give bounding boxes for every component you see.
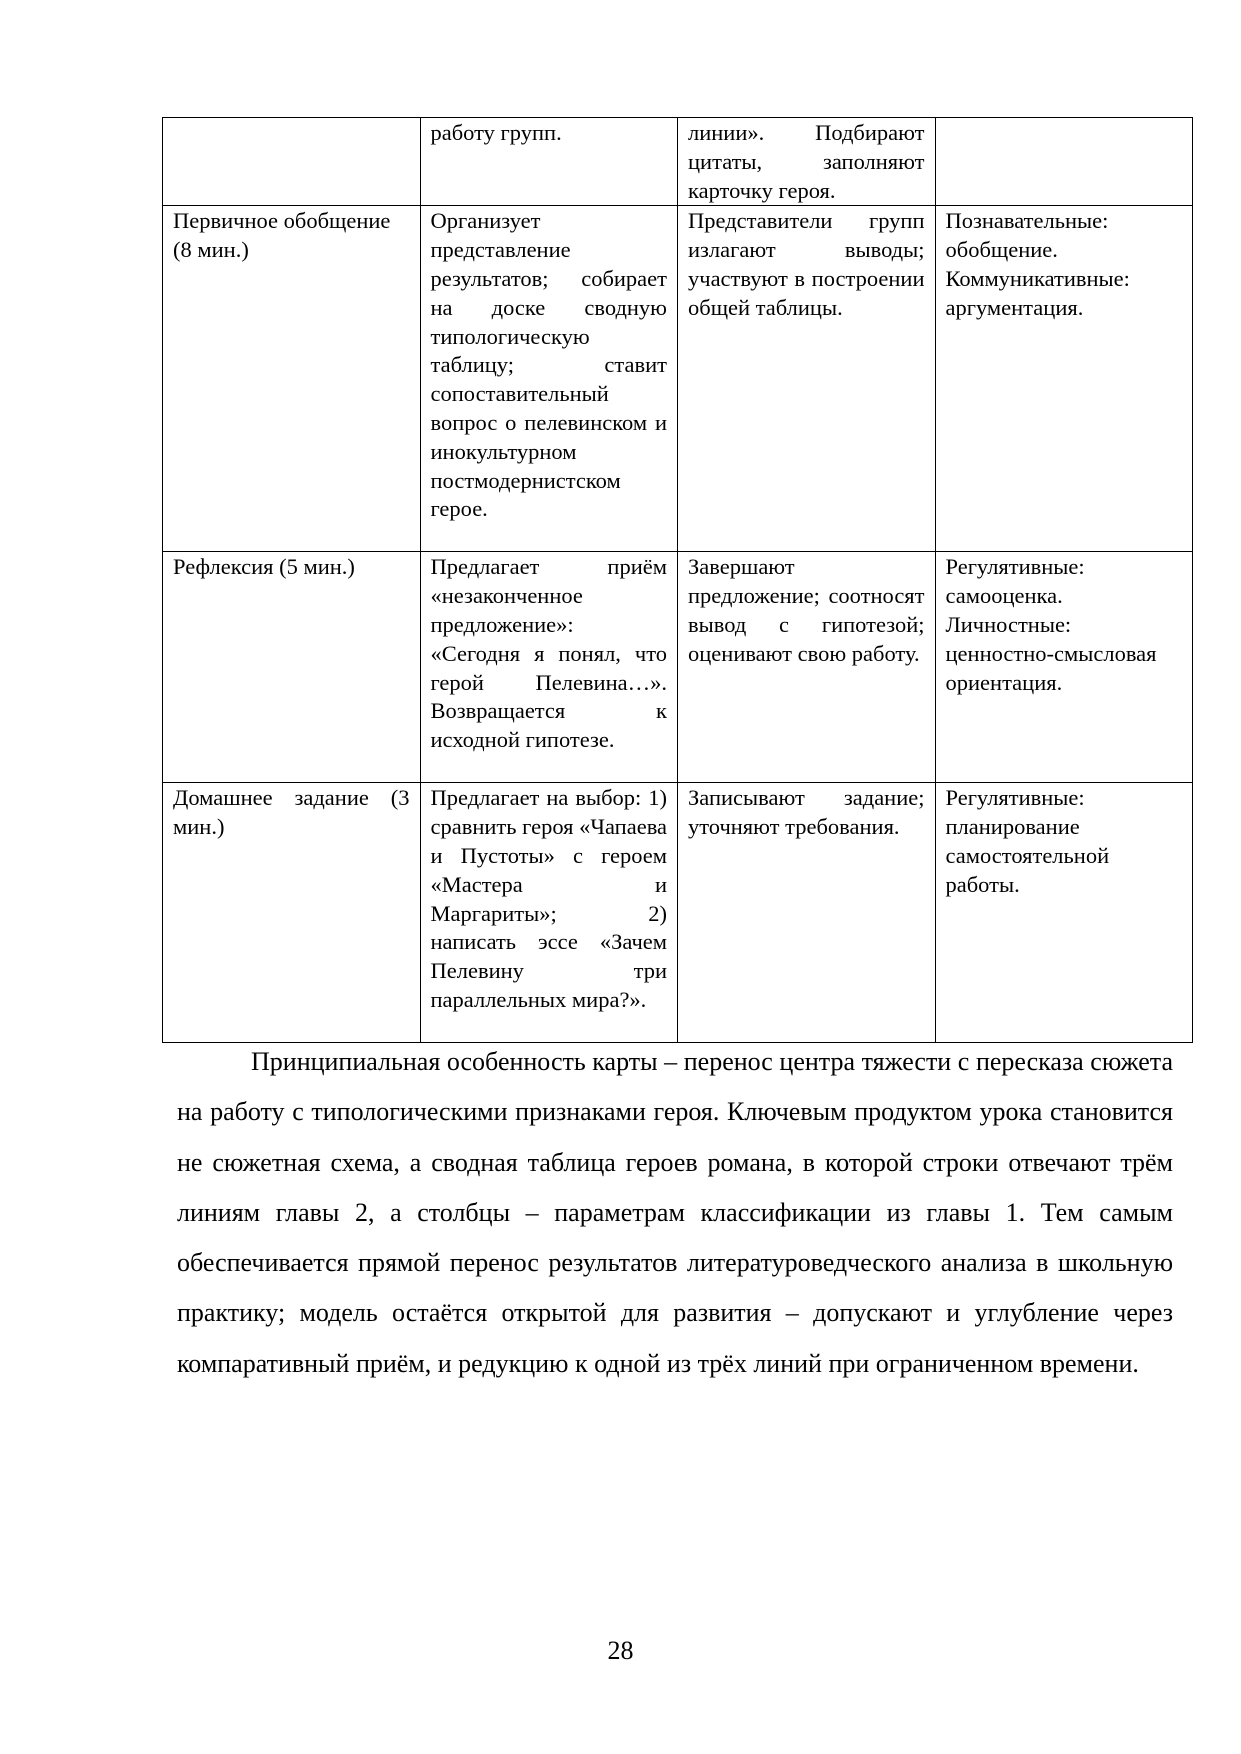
teacher-activity-cell: Предлагает приём «незаконченное предложение»: «Сегодня я понял, что герой Пелевина…». Возвращается к исходной гипотезе.: [420, 552, 678, 783]
lesson-table: [162, 117, 1193, 1043]
stage-cell: Первичное обобщение (8 мин.): [163, 206, 421, 552]
teacher-activity-cell: Организует представление результатов; собирает на доске сводную типологическую таблицу; ставит сопоставительный вопрос о пелевинском и инокультурном постмодернистском герое.: [420, 206, 678, 552]
page-number: 28: [607, 1636, 634, 1665]
teacher-activity-cell: работу групп.: [420, 118, 678, 206]
teacher-activity-cell: Предлагает на выбор: 1) сравнить героя «Чапаева и Пустоты» с героем «Мастера и Маргариты»; 2) написать эссе «Зачем Пелевину три параллельных мира?».: [420, 783, 678, 1043]
student-activity-cell: Представители групп излагают выводы; участвуют в построении общей таблицы.: [678, 206, 936, 552]
table-row: [163, 206, 1193, 552]
body-paragraph: Принципиальная особенность карты – перенос центра тяжести с пересказа сюжета на работу с типологическими признаками героя. Ключевым продуктом урока становится не сюжетная схема, а сводная таблица героев романа, в которой строки отвечают трём линиям главы 2, а столбцы – параметрам классификации из главы 1. Тем самым обеспечивается прямой перенос результатов литературоведческого анализа в школьную практику; модель остаётся открытой для развития – допускают и углубление через компаративный приём, и редукцию к одной из трёх линий при ограниченном времени.: [177, 1047, 1173, 1378]
table-row: [163, 552, 1193, 783]
student-activity-cell: линии». Подбирают цитаты, заполняют карточку героя.: [678, 118, 936, 206]
stage-cell: [163, 118, 421, 206]
student-activity-cell: Завершают предложение; соотносят вывод с гипотезой; оценивают свою работу.: [678, 552, 936, 783]
uud-cell: Познавательные: обобщение. Коммуникативные: аргументация.: [935, 206, 1193, 552]
student-activity-cell: Записывают задание; уточняют требования.: [678, 783, 936, 1043]
table-row: [163, 118, 1193, 206]
stage-cell: Рефлексия (5 мин.): [163, 552, 421, 783]
table-row: [163, 783, 1193, 1043]
uud-cell: [935, 118, 1193, 206]
stage-cell: Домашнее задание (3 мин.): [163, 783, 421, 1043]
uud-cell: Регулятивные: самооценка. Личностные: ценностно-смысловая ориентация.: [935, 552, 1193, 783]
uud-cell: Регулятивные: планирование самостоятельной работы.: [935, 783, 1193, 1043]
